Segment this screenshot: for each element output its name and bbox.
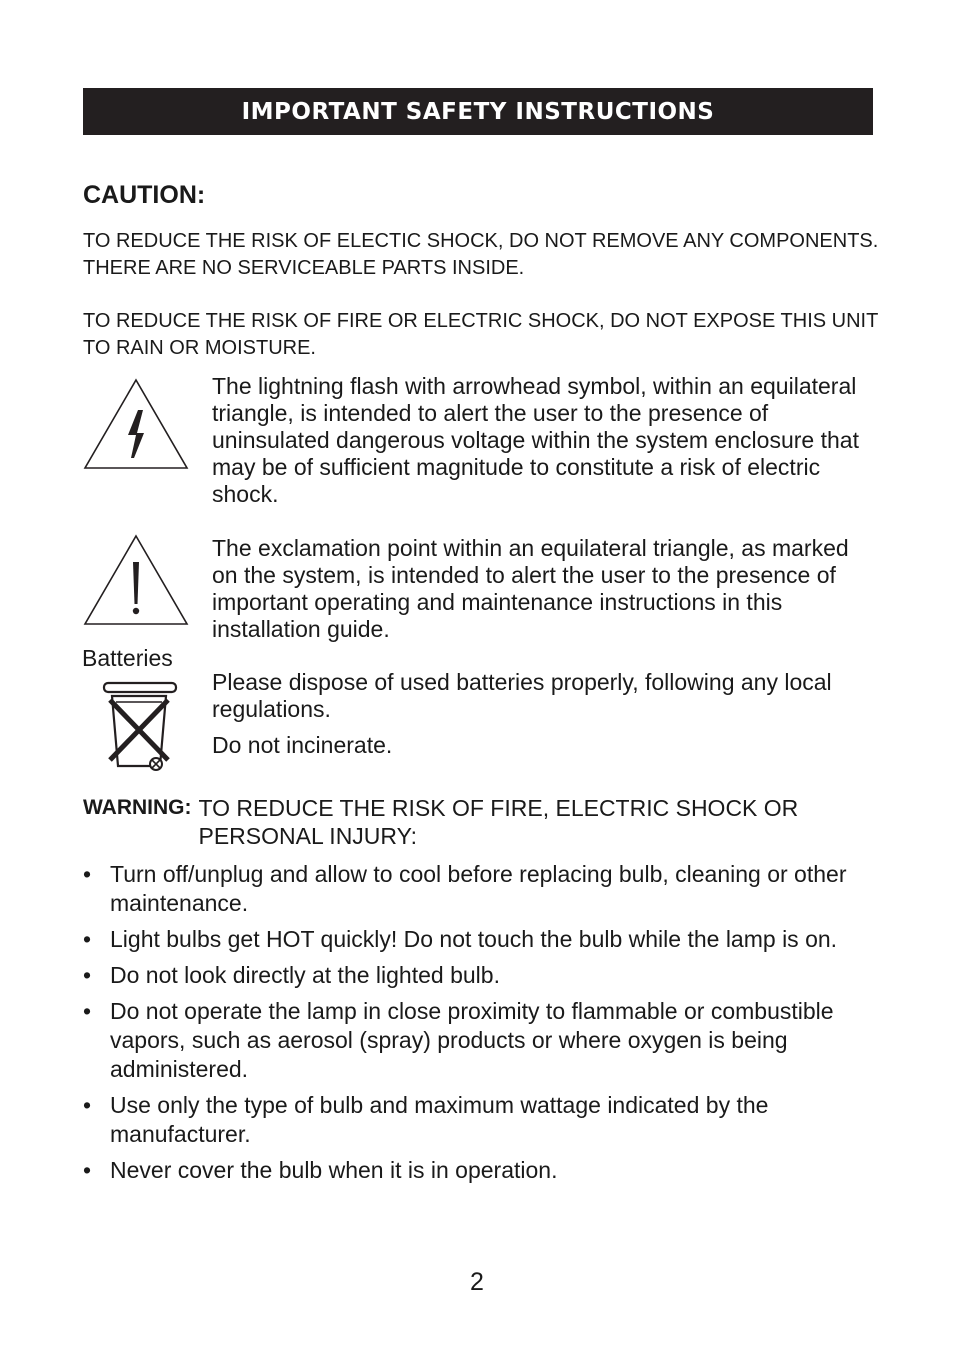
list-item-text: Do not look directly at the lighted bulb.: [110, 962, 500, 988]
batteries-description: Please dispose of used batteries properly, following any local regulations.: [212, 669, 832, 722]
warning-block: [83, 794, 839, 850]
warning-label: WARNING:: [83, 796, 192, 819]
list-item-text: Light bulbs get HOT quickly! Do not touch the bulb while the lamp is on.: [110, 926, 838, 952]
list-item: [83, 1156, 863, 1185]
caution-paragraph-2: TO REDUCE THE RISK OF FIRE OR ELECTRIC SHOCK, DO NOT EXPOSE THIS UNIT TO RAIN OR MOISTURE.: [83, 310, 878, 359]
list-item-text: Use only the type of bulb and maximum wattage indicated by the manufacturer.: [110, 1092, 769, 1147]
batteries-label: Batteries: [82, 645, 173, 671]
exclamation-warning-icon: [83, 534, 189, 626]
list-item: [83, 1091, 863, 1149]
caution-heading: CAUTION:: [83, 181, 206, 209]
exclamation-description: The exclamation point within an equilateral triangle, as marked on the system, is intended to alert the user to the presence of important operating and maintenance instructions in this installation guide.: [212, 535, 849, 642]
bullet-icon: •: [83, 861, 92, 887]
list-item: [83, 925, 863, 954]
incinerate-note: Do not incinerate.: [212, 732, 393, 758]
lightning-description: The lightning flash with arrowhead symbol, within an equilateral triangle, is intended to alert the user to the presence of uninsulated dangerous voltage within the system enclosure that may be of sufficient magnitude to constitute a risk of electric shock.: [212, 373, 859, 507]
list-item-text: Never cover the bulb when it is in operation.: [110, 1157, 558, 1183]
bullet-icon: •: [83, 998, 92, 1024]
page-title-banner: [83, 88, 873, 135]
bullet-icon: •: [83, 1157, 92, 1183]
safety-bullet-list: [83, 860, 863, 1192]
bullet-icon: •: [83, 1092, 92, 1118]
list-item: [83, 860, 863, 918]
list-item: [83, 997, 863, 1084]
page-number: 2: [470, 1268, 484, 1296]
lightning-warning-icon: [83, 378, 189, 470]
caution-paragraph-1: TO REDUCE THE RISK OF ELECTIC SHOCK, DO NOT REMOVE ANY COMPONENTS. THERE ARE NO SERVICEABLE PARTS INSIDE.: [83, 230, 879, 279]
warning-text: TO REDUCE THE RISK OF FIRE, ELECTRIC SHOCK OR PERSONAL INJURY:: [198, 795, 799, 849]
list-item-text: Do not operate the lamp in close proximity to flammable or combustible vapors, such as aerosol (spray) products or where oxygen is being administered.: [110, 998, 834, 1082]
page-title: IMPORTANT SAFETY INSTRUCTIONS: [241, 98, 715, 125]
list-item: [83, 961, 863, 990]
crossed-bin-icon: [100, 680, 180, 775]
bullet-icon: •: [83, 962, 92, 988]
bullet-icon: •: [83, 926, 92, 952]
list-item-text: Turn off/unplug and allow to cool before replacing bulb, cleaning or other maintenance.: [110, 861, 847, 916]
